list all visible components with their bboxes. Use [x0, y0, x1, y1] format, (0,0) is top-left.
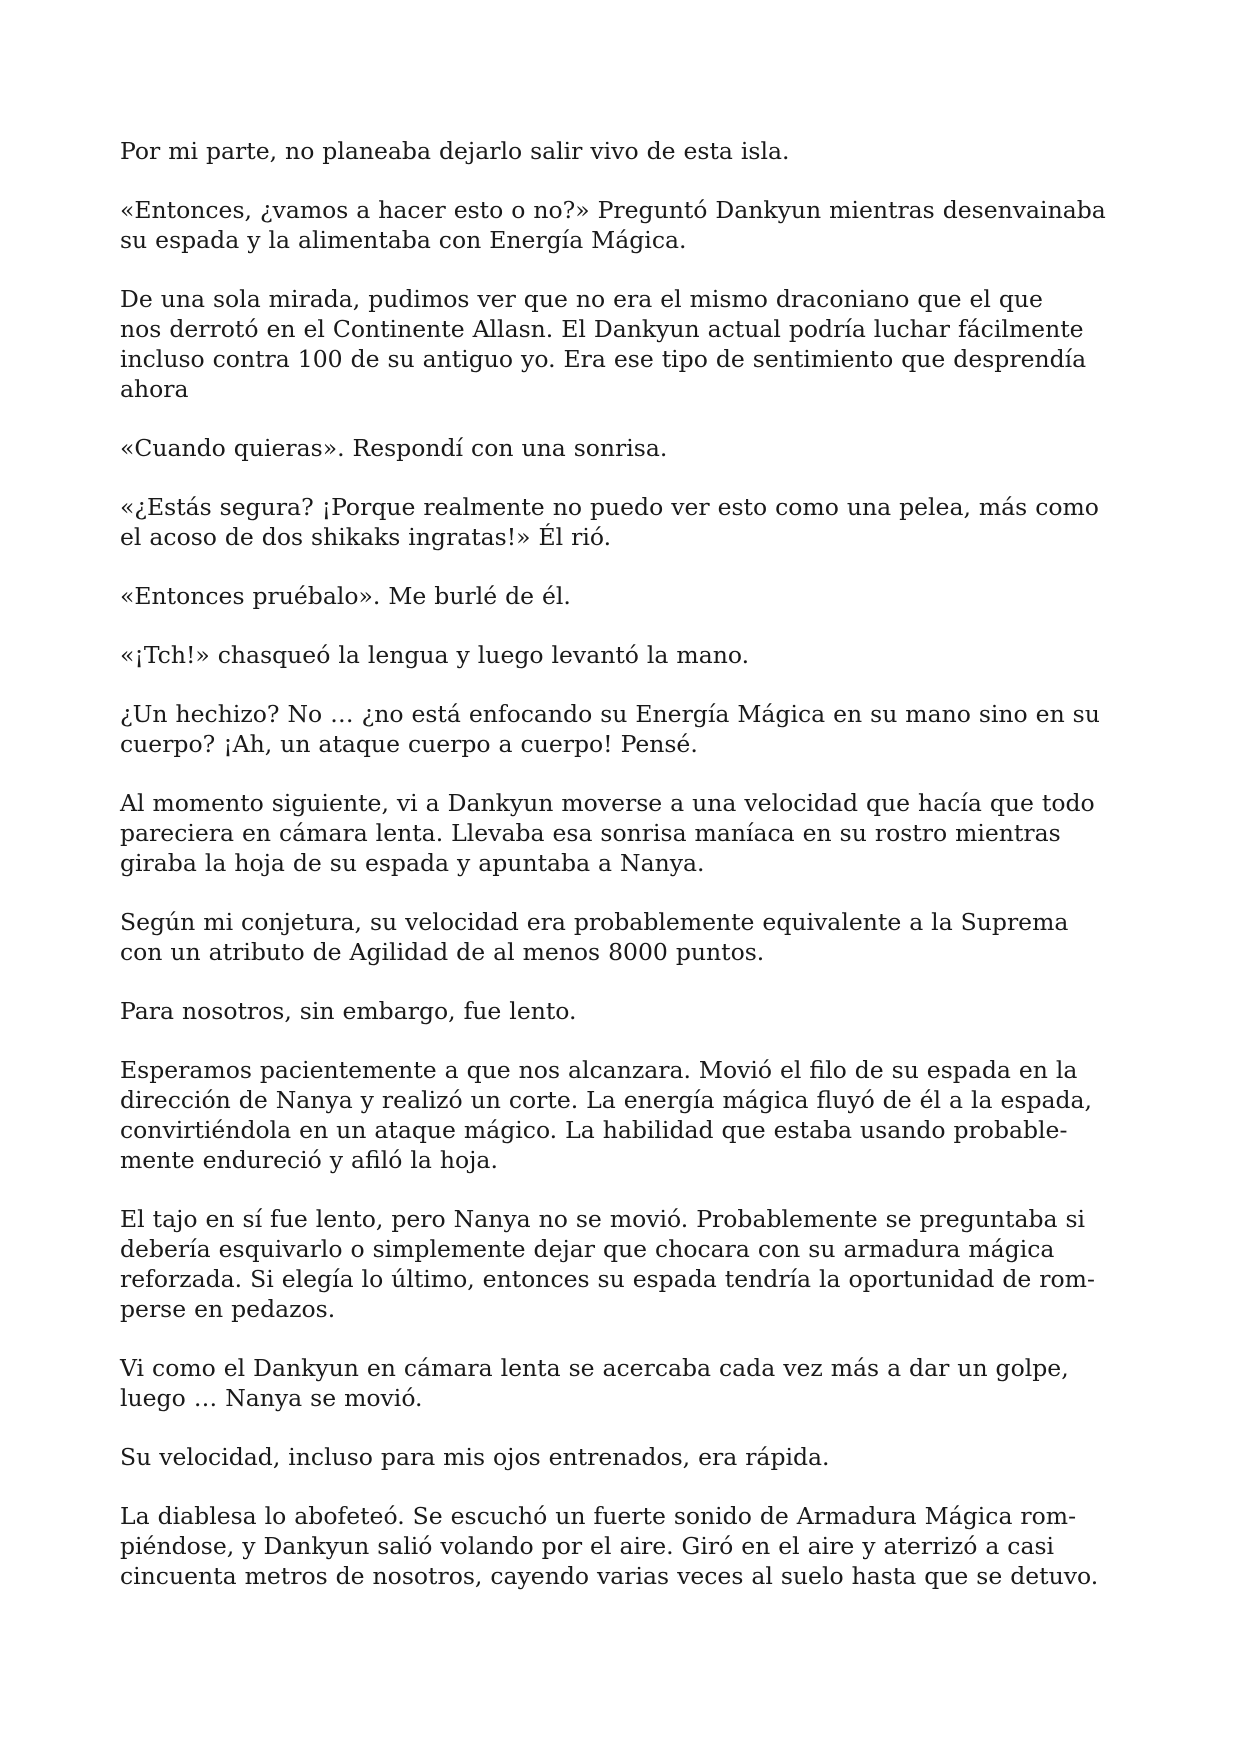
paragraph	[120, 1055, 1130, 1175]
text-line: incluso contra 100 de su antiguo yo. Era ese tipo de sentimiento que desprendía	[120, 345, 1087, 373]
text-line: Según mi conjetura, su velocidad era probablemente equivalente a la Suprema	[120, 908, 1069, 936]
text-line: el acoso de dos shikaks ingratas!» Él rió.	[120, 523, 612, 551]
paragraph	[120, 996, 1130, 1026]
text-line: «¡Tch!» chasqueó la lengua y luego levantó la mano.	[120, 641, 750, 669]
text-line: cuerpo? ¡Ah, un ataque cuerpo a cuerpo! Pensé.	[120, 730, 698, 758]
text-line: perse en pedazos.	[120, 1295, 336, 1323]
paragraph	[120, 581, 1130, 611]
text-line: nos derrotó en el Continente Allasn. El Dankyun actual podría luchar fácilmente	[120, 315, 1084, 343]
text-line: «Entonces, ¿vamos a hacer esto o no?» Preguntó Dankyun mientras desenvainaba	[120, 196, 1106, 224]
text-line: su espada y la alimentaba con Energía Mágica.	[120, 226, 687, 254]
text-line: Vi como el Dankyun en cámara lenta se acercaba cada vez más a dar un golpe,	[120, 1354, 1069, 1382]
paragraph	[120, 195, 1130, 255]
paragraph	[120, 640, 1130, 670]
text-line: De una sola mirada, pudimos ver que no era el mismo draconiano que el que	[120, 285, 1043, 313]
paragraph	[120, 433, 1130, 463]
text-line: pareciera en cámara lenta. Llevaba esa sonrisa maníaca en su rostro mientras	[120, 819, 1061, 847]
text-line: Esperamos pacientemente a que nos alcanzara. Movió el filo de su espada en la	[120, 1056, 1078, 1084]
text-line: con un atributo de Agilidad de al menos 8000 puntos.	[120, 938, 765, 966]
text-line: Su velocidad, incluso para mis ojos entrenados, era rápida.	[120, 1443, 830, 1471]
paragraph	[120, 788, 1130, 878]
paragraph	[120, 492, 1130, 552]
text-line: La diablesa lo abofeteó. Se escuchó un fuerte sonido de Armadura Mágica rom-	[120, 1502, 1077, 1530]
text-line: debería esquivarlo o simplemente dejar que chocara con su armadura mágica	[120, 1235, 1055, 1263]
text-line: «¿Estás segura? ¡Porque realmente no puedo ver esto como una pelea, más como	[120, 493, 1099, 521]
text-line: Por mi parte, no planeaba dejarlo salir vivo de esta isla.	[120, 137, 790, 165]
paragraph	[120, 1501, 1130, 1591]
paragraph	[120, 699, 1130, 759]
text-line: cincuenta metros de nosotros, cayendo varias veces al suelo hasta que se detuvo.	[120, 1562, 1099, 1590]
text-line: Al momento siguiente, vi a Dankyun moverse a una velocidad que hacía que todo	[120, 789, 1095, 817]
paragraph	[120, 1204, 1130, 1324]
paragraph	[120, 1442, 1130, 1472]
paragraph	[120, 1353, 1130, 1413]
paragraph	[120, 284, 1130, 404]
text-line: El tajo en sí fue lento, pero Nanya no se movió. Probablemente se preguntaba si	[120, 1205, 1086, 1233]
text-line: «Cuando quieras». Respondí con una sonrisa.	[120, 434, 668, 462]
text-line: piéndose, y Dankyun salió volando por el aire. Giró en el aire y aterrizó a casi	[120, 1532, 1055, 1560]
text-line: luego … Nanya se movió.	[120, 1384, 423, 1412]
text-line: ¿Un hechizo? No … ¿no está enfocando su Energía Mágica en su mano sino en su	[120, 700, 1100, 728]
paragraph	[120, 136, 1130, 166]
text-line: convirtiéndola en un ataque mágico. La habilidad que estaba usando probable-	[120, 1116, 1068, 1144]
text-line: giraba la hoja de su espada y apuntaba a Nanya.	[120, 849, 705, 877]
document-page	[120, 136, 1130, 1620]
paragraph	[120, 907, 1130, 967]
text-line: mente endureció y afiló la hoja.	[120, 1146, 498, 1174]
text-line: Para nosotros, sin embargo, fue lento.	[120, 997, 577, 1025]
text-line: «Entonces pruébalo». Me burlé de él.	[120, 582, 571, 610]
text-line: ahora	[120, 375, 189, 403]
text-line: dirección de Nanya y realizó un corte. La energía mágica fluyó de él a la espada,	[120, 1086, 1093, 1114]
text-line: reforzada. Si elegía lo último, entonces su espada tendría la oportunidad de rom-	[120, 1265, 1095, 1293]
